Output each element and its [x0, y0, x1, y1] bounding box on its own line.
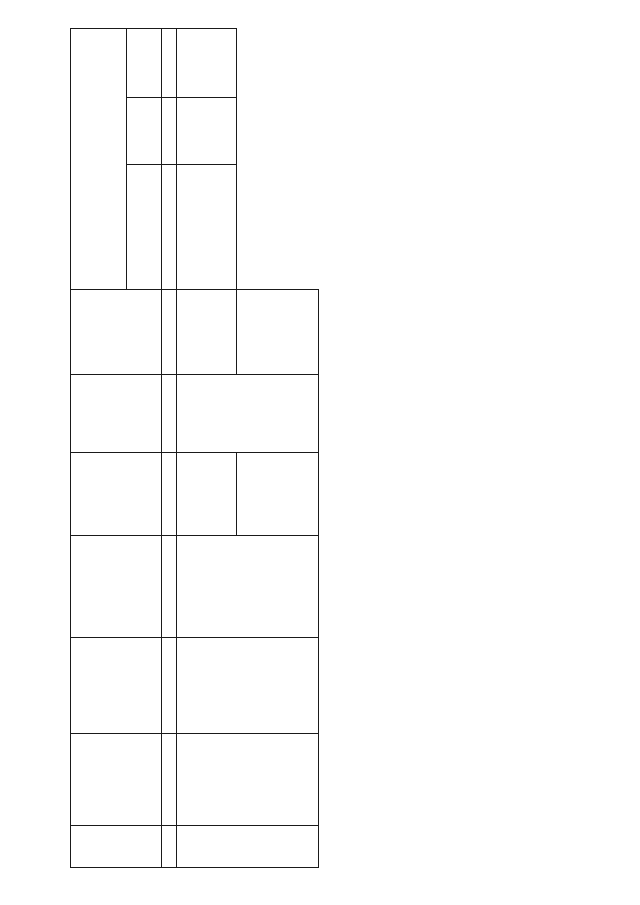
header-local [127, 29, 162, 98]
rotated-table-container [70, 28, 630, 868]
header-object [71, 638, 162, 734]
header-municipality [71, 734, 162, 826]
total-value [177, 289, 237, 375]
federal-value [177, 164, 237, 289]
input-form [237, 452, 319, 535]
column-number [162, 29, 177, 98]
funding-table [70, 28, 319, 868]
column-number [162, 164, 177, 289]
header-num [71, 826, 162, 868]
header-address [71, 536, 162, 638]
column-number [162, 638, 177, 734]
local-value [177, 29, 237, 98]
column-number [162, 826, 177, 868]
column-number [162, 97, 177, 164]
header-federal [127, 164, 162, 289]
column-number [162, 375, 177, 452]
header-funding-group [71, 29, 127, 290]
column-number [162, 536, 177, 638]
object-address [177, 536, 319, 638]
row-number [177, 826, 319, 868]
total-value [237, 289, 319, 375]
municipality-cell [177, 734, 319, 826]
header-total [71, 289, 162, 375]
table-row [177, 29, 237, 868]
header-form [71, 452, 162, 535]
input-form [177, 452, 237, 535]
capacity-value [177, 375, 319, 452]
column-number [162, 452, 177, 535]
column-number [162, 289, 177, 375]
object-name [177, 638, 319, 734]
header-regional [127, 97, 162, 164]
regional-value [177, 97, 237, 164]
header-capacity [71, 375, 162, 452]
column-number [162, 734, 177, 826]
